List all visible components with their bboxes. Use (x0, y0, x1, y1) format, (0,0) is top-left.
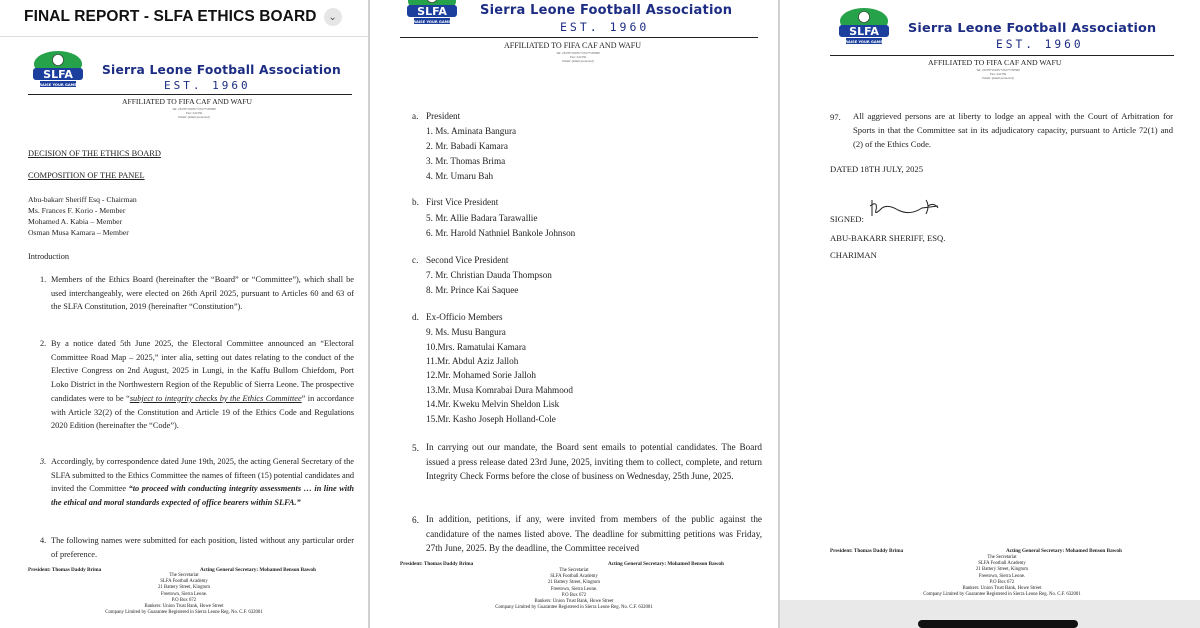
footer-address (84, 573, 284, 616)
address-line: SLFA Football Academy (978, 561, 1026, 567)
address-line: The Secretariat (169, 573, 199, 578)
org-established: EST. 1960 (560, 20, 650, 34)
group-title: President (426, 111, 461, 121)
address-line: P.O Box 672 (989, 579, 1015, 585)
panel-member: Ms. Frances F. Korio - Member (28, 206, 126, 215)
address-line: Bankers: Union Trust Bank, Howe Street (534, 599, 614, 605)
paragraph-text: By a notice dated 5th June 2025, the Electoral Committee announced an “Electoral Committee Road Map – 2025,” inter alia, setting out dates relating to the conduct of the Elective Congress on 2nd August, 2025 in Lungi, in the Kaffu Bullom Chiefdom, Port Loko District in the Northwestern Region of the Republic of Sierra Leone. The prospective candidates were to be “ (51, 339, 354, 403)
group-title: Ex-Officio Members (426, 312, 503, 322)
paragraph-2 (51, 337, 354, 433)
paragraph-number: 3. (40, 457, 47, 466)
org-name: Sierra Leone Football Association (908, 21, 1157, 36)
footer-president: President: Thomas Daddy Brima (28, 567, 102, 573)
slfa-logo-icon (404, 0, 460, 28)
candidate-item: 9. Ms. Musu Bangura (426, 327, 506, 337)
candidate-item: 13.Mr. Musa Komrabai Dura Mahmood (426, 385, 573, 395)
address-line: The Secretariat (559, 568, 589, 573)
footer-secretary: Acting General Secretary: Mohamed Benson Bawoh (608, 561, 724, 567)
signature-icon (868, 196, 946, 224)
paragraph-4 (51, 534, 354, 561)
group-letter: d. (412, 312, 419, 322)
emphasis-text: subject to integrity checks by the Ethics Committee (129, 393, 302, 403)
paragraph-text: ” in accordance with Article 32(2) of the Constitution and Article 19 of the Ethics Code and Regulations 2020 Edition (hereinafter the “Code”). (51, 393, 354, 431)
address-line: 21 Battery Street, Kingtom (976, 567, 1028, 573)
group-letter: b. (412, 197, 419, 207)
logo-tagline: RAISE YOUR GAME (39, 83, 77, 87)
org-name: Sierra Leone Football Association (102, 63, 341, 77)
contact-tel: Tel: 23278719185/+23277550580 (556, 51, 600, 55)
panel-heading: COMPOSITION OF THE PANEL (28, 171, 145, 180)
address-line: 21 Battery Street, Kingtom (158, 585, 210, 591)
decision-heading: DECISION OF THE ETHICS BOARD (28, 149, 161, 158)
paragraph-text: Members of the Ethics Board (hereinafter the “Board” or “Committee”), which shall be used interchangeably, were elected on 26th April 2025, pursuant to Articles 60 and 63 of the SLFA Constitution, 2019 (hereinafter “Constitution”). (51, 275, 354, 312)
logo-tagline: RAISE YOUR GAME (845, 40, 883, 44)
contact-tel: Tel: 23278719185/+23277550580 (976, 68, 1020, 72)
candidate-item: 11.Mr. Abdul Aziz Jalloh (426, 356, 519, 366)
header-rule (400, 37, 758, 38)
header-rule (830, 55, 1174, 56)
candidate-item: 5. Mr. Allie Badara Tarawallie (426, 213, 538, 223)
address-line: Company Limited by Guarantee Registered in Sierra Leone Reg. No. C.F. 632001 (105, 610, 263, 616)
contact-fax: Fax: 241359 (185, 111, 203, 115)
candidate-item: 12.Mr. Mohamed Sorie Jalloh (426, 370, 536, 380)
address-line: The Secretariat (987, 555, 1017, 560)
org-established: EST. 1960 (996, 38, 1084, 51)
address-line: Freetown, Sierra Leone. (160, 591, 208, 597)
paragraph-97 (853, 109, 1173, 152)
address-line: Bankers: Union Trust Bank, Howe Street (144, 604, 224, 610)
document-page-1 (0, 36, 368, 628)
logo-text: SLFA (849, 25, 879, 38)
contact-email: Email: [email protected] (982, 76, 1014, 80)
candidate-item: 1. Ms. Aminata Bangura (426, 126, 517, 136)
logo-tagline: RAISE YOUR GAME (413, 20, 451, 24)
paragraph-number: 5. (412, 443, 419, 453)
panel-member: Mohamed A. Kabia – Member (28, 217, 123, 226)
affiliation: AFFILIATED TO FIFA CAF AND WAFU (928, 58, 1062, 67)
header-rule (28, 94, 352, 95)
paragraph-number: 1. (40, 275, 47, 284)
chevron-down-icon[interactable]: ⌄ (324, 8, 342, 26)
paragraph-text: The following names were submitted for each position, listed without any particular order of preference. (51, 536, 354, 559)
group-letter: c. (412, 255, 419, 265)
candidate-item: 6. Mr. Harold Nathniel Bankole Johnson (426, 228, 576, 238)
group-title: Second Vice President (426, 255, 509, 265)
logo-text: SLFA (417, 5, 447, 18)
candidate-item: 10.Mrs. Ramatulai Kamara (426, 342, 527, 352)
document-title-bar[interactable] (0, 0, 368, 34)
group-title: First Vice President (426, 197, 499, 207)
candidate-item: 4. Mr. Umaru Bah (426, 171, 494, 181)
candidate-item: 8. Mr. Prince Kai Saquee (426, 285, 519, 295)
paragraph-5 (426, 440, 762, 484)
org-established: EST. 1960 (164, 79, 251, 92)
logo-text: SLFA (43, 68, 73, 81)
emphasis-text: “to proceed with conducting integrity assessments … in line with the ethical and moral standards expected of office bearers within SLFA.” (51, 484, 354, 508)
slfa-logo-icon (30, 51, 86, 91)
contact-email: Email: [email protected] (178, 115, 210, 119)
footer-president: President: Thomas Daddy Brima (830, 548, 904, 554)
address-line: Company Limited by Guarantee Registered in Sierra Leone Reg. No. C.F. 632001 (495, 605, 653, 611)
address-line: 21 Battery Street, Kingtom (548, 580, 600, 586)
candidate-item: 2. Mr. Babadi Kamara (426, 141, 508, 151)
paragraph-text: In addition, petitions, if any, were invited from members of the public against the candidature of the names listed above. The deadline for submitting petitions was Friday, 27th June, 2025. By the deadline, the Committee received (426, 514, 762, 554)
candidate-item: 14.Mr. Kweku Melvin Sheldon Lisk (426, 399, 560, 409)
footer-secretary: Acting General Secretary: Mohamed Benson Bawoh (1006, 548, 1122, 554)
document-page-3 (780, 0, 1200, 628)
panel-member: Osman Musa Kamara – Member (28, 228, 129, 237)
address-line: Bankers: Union Trust Bank, Howe Street (962, 586, 1042, 592)
address-line: Freetown, Sierra Leone. (978, 573, 1026, 579)
footer-address (902, 555, 1102, 598)
group-letter: a. (412, 111, 419, 121)
affiliation: AFFILIATED TO FIFA CAF AND WAFU (122, 97, 253, 106)
signatory-name: ABU-BAKARR SHERIFF, ESQ. (830, 233, 946, 243)
paragraph-text: All aggrieved persons are at liberty to lodge an appeal with the Court of Arbitration for Sports in that the Committee sat in its adjudicatory capacity, pursuant to Article 72(1) and (2) of the Ethics Code. (853, 111, 1173, 150)
contact-email: Email: [email protected] (562, 59, 594, 63)
candidate-item: 3. Mr. Thomas Brima (426, 156, 506, 166)
address-line: SLFA Football Academy (550, 574, 598, 580)
address-line: P.O Box 672 (171, 597, 197, 603)
paragraph-number: 4. (40, 536, 47, 545)
contact-fax: Fax: 241359 (989, 72, 1007, 76)
paragraph-number: 2. (40, 339, 47, 348)
home-indicator[interactable] (918, 620, 1078, 628)
address-line: Company Limited by Guarantee Registered in Sierra Leone Reg. No. C.F. 632001 (923, 592, 1081, 598)
document-title: FINAL REPORT - SLFA ETHICS BOARD (24, 8, 317, 25)
document-page-2 (370, 0, 778, 628)
paragraph-number: 6. (412, 515, 419, 525)
paragraph-6 (426, 512, 762, 556)
signed-label: SIGNED: (830, 214, 864, 224)
paragraph-text: Accordingly, by correspondence dated June 19th, 2025, the acting General Secretary of the SLFA submitted to the Ethics Committee the names of fifteen (15) potential candidates and invited the Committee (51, 457, 354, 494)
footer-secretary: Acting General Secretary: Mohamed Benson Bawoh (200, 567, 316, 573)
org-name: Sierra Leone Football Association (480, 3, 733, 18)
panel-member: Abu-bakarr Sheriff Esq - Chairman (28, 195, 137, 204)
candidate-item: 7. Mr. Christian Dauda Thompson (426, 270, 552, 280)
slfa-logo-icon (836, 8, 892, 48)
footer-address (474, 568, 674, 611)
signatory-title: CHARIMAN (830, 250, 877, 260)
affiliation: AFFILIATED TO FIFA CAF AND WAFU (504, 41, 641, 50)
dated-line: DATED 18TH JULY, 2025 (830, 164, 924, 174)
address-line: Freetown, Sierra Leone. (550, 586, 598, 592)
paragraph-number: 97. (830, 112, 841, 122)
candidate-item: 15.Mr. Kasho Joseph Holland-Cole (426, 414, 556, 424)
contact-tel: Tel: 23278719185/+23277550580 (172, 107, 216, 111)
paragraph-3 (51, 455, 354, 510)
address-line: P.O Box 672 (561, 592, 587, 598)
paragraph-1 (51, 273, 354, 314)
intro-heading: Introduction (28, 252, 70, 261)
footer-president: President: Thomas Daddy Brima (400, 561, 474, 567)
paragraph-text: In carrying out our mandate, the Board sent emails to potential candidates. The Board issued a press release dated 23rd June, 2025, inviting them to collect, complete, and return Integrity Check Forms before the close of business on Wednesday, 25th June, 2025. (426, 442, 762, 482)
contact-fax: Fax: 241359 (569, 55, 587, 59)
address-line: SLFA Football Academy (160, 579, 208, 585)
